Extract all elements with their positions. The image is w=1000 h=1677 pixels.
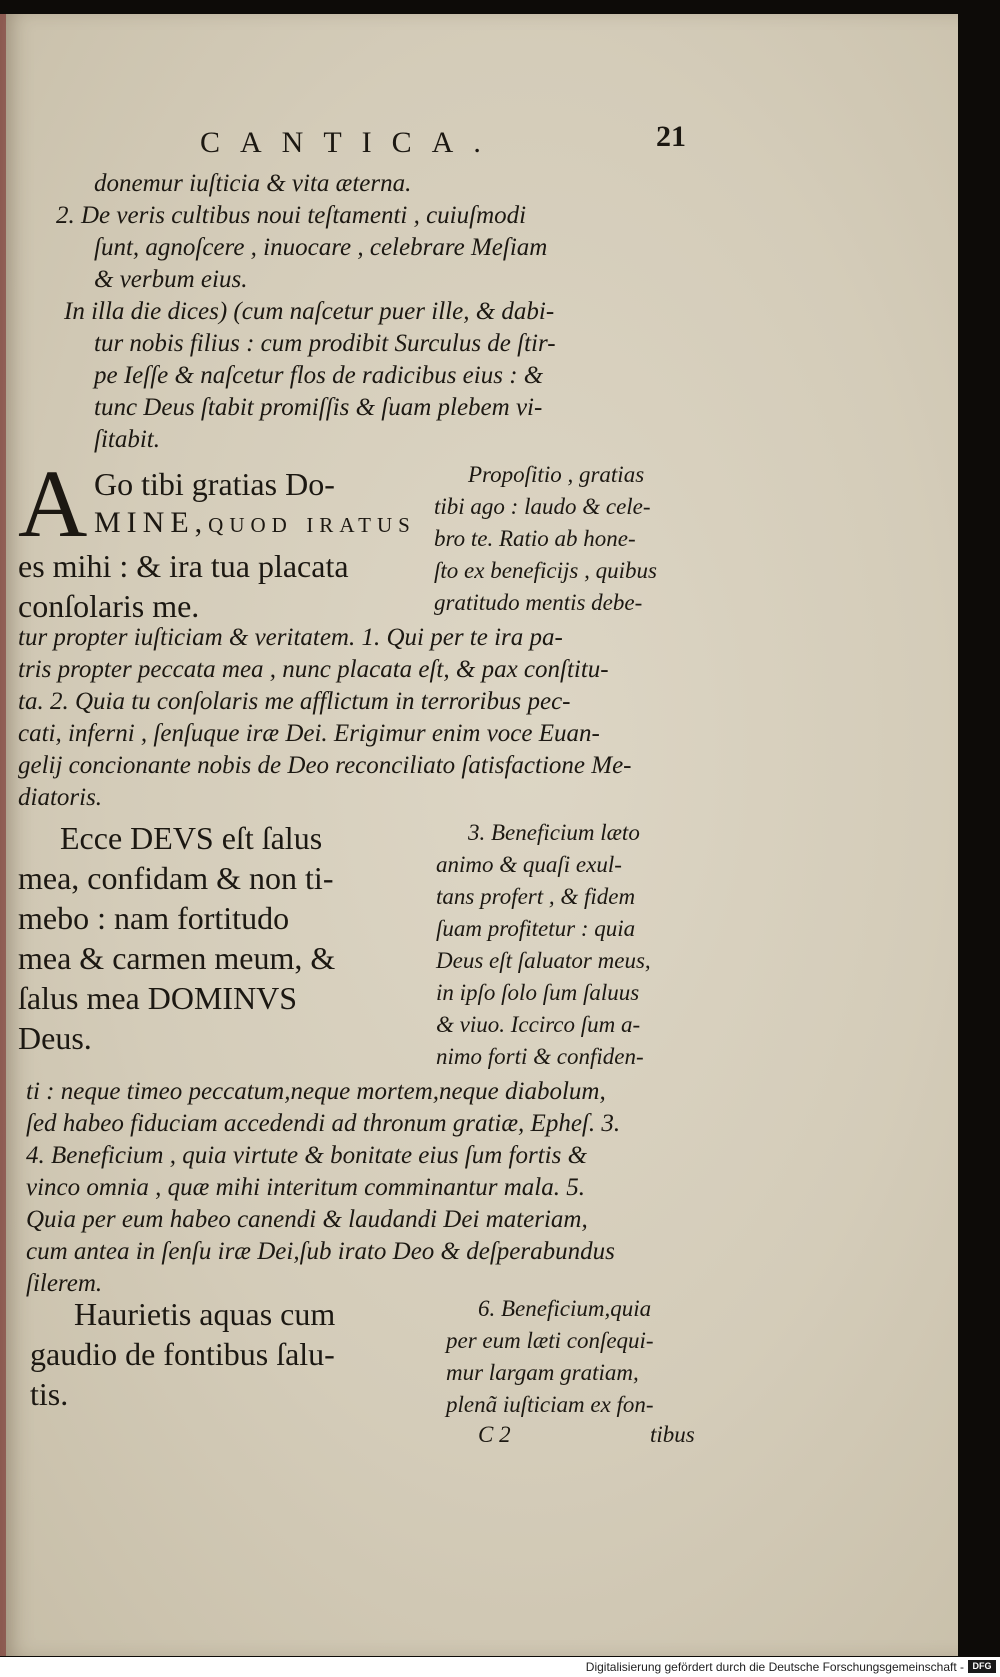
margin-note: gratitudo mentis debe- (434, 590, 643, 615)
note-line: cati, inferni , ſenſuque iræ Dei. Erigimur enim voce Euan- (18, 720, 600, 747)
note-line: tur propter iuſticiam & veritatem. 1. Qui per te ira pa- (18, 624, 563, 651)
drop-cap: A (18, 450, 88, 557)
note-line: donemur iuſticia & vita æterna. (94, 170, 412, 197)
margin-note: in ipſo ſolo ſum ſaluus (436, 980, 640, 1005)
note-line: gelij concionante nobis de Deo reconciliato ſatisfactione Me- (18, 752, 632, 779)
note-line: 4. Beneficium , quia virtute & bonitate eius ſum fortis & (26, 1142, 588, 1169)
margin-note: per eum læti conſequi- (446, 1328, 654, 1353)
verse-line: ſalus mea DOMINVS (18, 980, 298, 1016)
margin-note: ſto ex beneficijs , quibus (434, 558, 657, 583)
verse-line: mebo : nam fortitudo (18, 900, 290, 936)
verse-line: mea, confidam & non ti- (18, 860, 334, 896)
verse-line: Go tibi gratias Do- (94, 466, 335, 502)
note-line: In illa die dices) (cum naſcetur puer ille, & dabi- (64, 298, 555, 325)
verse-line: MINE,quod iratus (94, 506, 416, 539)
note-line: & verbum eius. (94, 266, 248, 293)
margin-note: nimo forti & confiden- (436, 1044, 644, 1069)
note-line: ſilerem. (26, 1270, 103, 1297)
margin-note: tans profert , & fidem (436, 884, 636, 909)
signature-mark: C 2 (478, 1422, 511, 1447)
verse-line: es mihi : & ira tua placata (18, 548, 349, 584)
catchword: tibus (650, 1422, 695, 1447)
margin-note: & viuo. Iccirco ſum a- (436, 1012, 641, 1037)
margin-note: Propoſitio , gratias (468, 462, 645, 487)
verse-line: tis. (30, 1376, 69, 1412)
note-line: ta. 2. Quia tu conſolaris me afflictum in terroribus pec- (18, 688, 571, 715)
note-line: vinco omnia , quæ mihi interitum comminantur mala. 5. (26, 1174, 585, 1201)
verse-line: gaudio de fontibus ſalu- (30, 1336, 335, 1372)
margin-note: 6. Beneficium,quia (478, 1296, 652, 1321)
note-line: pe Ieſſe & naſcetur flos de radicibus eius : & (94, 362, 544, 389)
margin-note: bro te. Ratio ab hone- (434, 526, 636, 551)
page-number: 21 (656, 120, 686, 153)
footer-bar (0, 1657, 1000, 1677)
dfg-logo: DFG (968, 1660, 996, 1673)
margin-note: 3. Beneficium læto (468, 820, 640, 845)
note-line: tris propter peccata mea , nunc placata eſt, & pax conſtitu- (18, 656, 609, 683)
book-page (0, 14, 958, 1656)
note-line: ſunt, agnoſcere , inuocare , celebrare Meſiam (94, 234, 548, 261)
verse-line: mea & carmen meum, & (18, 940, 336, 976)
verse-line: Haurietis aquas cum (74, 1296, 336, 1332)
verse-line: conſolaris me. (18, 588, 200, 624)
margin-note: ſuam profitetur : quia (436, 916, 636, 941)
note-line: ſitabit. (94, 426, 160, 453)
running-title: CANTICA. (200, 126, 501, 159)
note-line: ti : neque timeo peccatum,neque mortem,neque diabolum, (26, 1078, 606, 1105)
note-line: tunc Deus ſtabit promiſſis & ſuam plebem vi- (94, 394, 543, 421)
margin-note: plenã iuſticiam ex fon- (446, 1392, 654, 1417)
note-line: diatoris. (18, 784, 103, 811)
margin-note: tibi ago : laudo & cele- (434, 494, 651, 519)
note-line: 2. De veris cultibus noui teſtamenti , cuiuſmodi (56, 202, 527, 229)
margin-note: Deus eſt ſaluator meus, (436, 948, 651, 973)
footer-credit: Digitalisierung gefördert durch die Deutsche Forschungsgemeinschaft - (585, 1660, 964, 1674)
verse-line: Ecce DEVS eſt ſalus (60, 820, 323, 856)
note-line: ſed habeo fiduciam accedendi ad thronum gratiæ, Epheſ. 3. (26, 1110, 621, 1137)
margin-note: mur largam gratiam, (446, 1360, 639, 1385)
note-line: cum antea in ſenſu iræ Dei,ſub irato Deo & deſperabundus (26, 1238, 615, 1265)
margin-note: animo & quaſi exul- (436, 852, 622, 877)
verse-line: Deus. (18, 1020, 92, 1056)
note-line: tur nobis filius : cum prodibit Surculus de ſtir- (94, 330, 556, 357)
note-line: Quia per eum habeo canendi & laudandi Dei materiam, (26, 1206, 588, 1233)
